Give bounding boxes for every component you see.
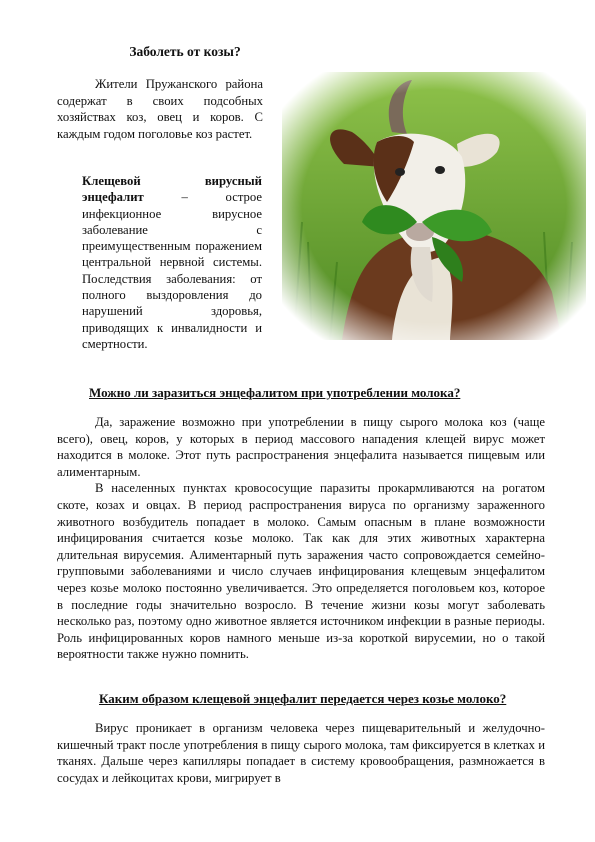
definition-paragraph [82,173,262,352]
paragraph-3: Вирус проникает в организм человека через пищеварительный и желудочно-кишечный тракт после употребления в пищу сырого молока, там фиксируется в клетках и тканях. Дальше через капилляры попадает в систему кровообращения, размножается в сосудах и лейкоцитах крови, мигрирует в [57,721,545,785]
section-heading-2: Каким образом клещевой энцефалит передается через козье молоко? [99,691,507,706]
document-title: Заболеть от козы? [129,44,241,59]
section-1-body [57,414,545,663]
intro-paragraph: Жители Пружанского района содержат в своих подсобных хозяйствах коз, овец и коров. С каждым годом поголовье коз растет. [57,77,263,141]
goat-photo [282,72,586,340]
paragraph-2: В населенных пунктах кровососущие паразиты прокармливаются на рогатом скоте, козах и овцах. В период распространения вируса по организму зараженного животного возбудитель попадает в молоко. Самым опасным в плане возможности инфицирования считается козье молоко. Так как для этих животных характерна длительная вирусемия. Алиментарный путь заражения часто сопровождается семейно-групповыми заболеваниями и число случаев инфицирования клещевым энцефалитом через козье молоко постоянно увеличивается. Это определяется поголовьем коз, которое в последние годы значительно возросло. В течение жизни козы могут заболевать несколько раз, поэтому одно животное является источником инфекции в разные периоды. Роль инфицированных коров намного меньше из-за короткой вирусемии, но о такой вероятности также нужно помнить. [57,481,545,662]
definition-text: – острое инфекционное вирусное заболевание с преимущественным поражением центральной нервной системы. Последствия заболевания: от полного выздоровления до нарушений здоровья, приводящих к инвалидности и смертности. [82,190,262,351]
definition-term: Клещевой вирусный энцефалит [82,174,262,205]
paragraph-1: Да, заражение возможно при употреблении в пищу сырого молока коз (чаще всего), овец, коров, у которых в период массового нападения клещей вирус может находится в молоке. Этот путь распространения энцефалита называется пищевым или алиментарным. [57,415,545,479]
section-heading-1: Можно ли заразиться энцефалитом при употреблении молока? [89,385,461,400]
